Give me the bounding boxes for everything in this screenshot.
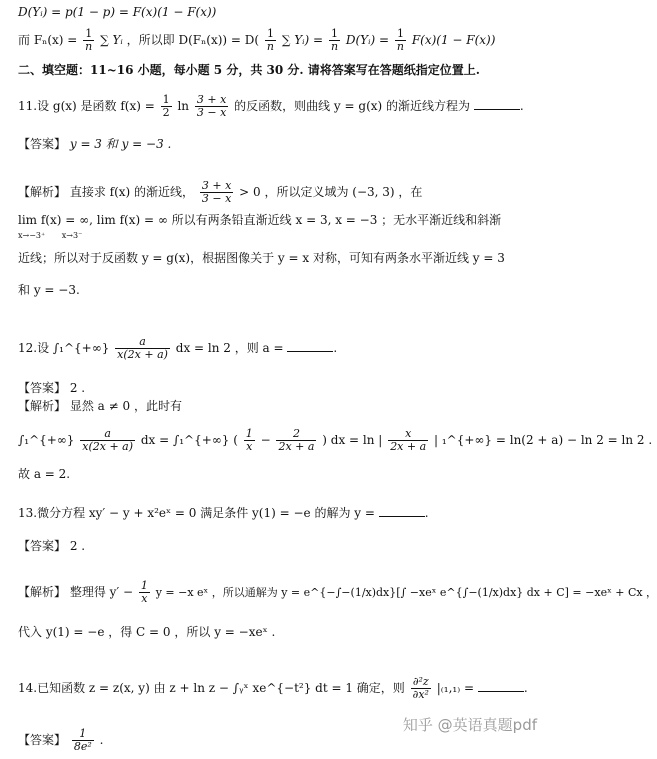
q12-analysis — [18, 398, 182, 414]
q14-stem-a: 14.已知函数 z = z(x, y) 由 z + ln z − ∫ᵧˣ xe^{−t²} dt = 1 确定，则 — [18, 681, 405, 695]
q13-answer — [18, 538, 85, 554]
q11-analysis-line-4: 和 y = −3. — [18, 283, 80, 297]
q11-frac-half: $\frac{1}{2}$ — [162, 93, 170, 119]
q12-answer — [18, 380, 85, 396]
top-formula-line-1: D(Yᵢ) = p(1 − p) = F(x)(1 − F(x)) — [18, 5, 217, 19]
q13-frac: $\frac{1}{x}$ — [140, 579, 148, 605]
q12-analysis-label: 【解析】 — [18, 399, 67, 413]
top-line2-prefix: 而 Fₙ(x) = — [18, 33, 78, 47]
q11-limit-sub-2: x→3⁻ — [61, 231, 83, 240]
top-formula-line-2: 而 Fₙ(x) = $\frac{1}{n}$ ∑ Yᵢ ，所以即 D(Fₙ(x)) = D( $\frac{1}{n}$ ∑ Yᵢ) = $\frac{1}{n}$ D(Yᵢ) = $\frac{1}{n}$ F(x)(1 − F(x)) — [18, 27, 496, 53]
q11-answer — [18, 136, 171, 152]
top-line2-sum: ∑ Yᵢ — [100, 33, 123, 47]
q12-frac: $\frac{a}{x(2x + a)}$ — [117, 335, 168, 361]
q12-conclusion: 故 a = 2. — [18, 467, 71, 481]
q14-answer — [18, 728, 103, 753]
q13-answer-label: 【答案】 — [18, 539, 67, 553]
q11-stem-c: 的反函数，则曲线 y = g(x) 的渐近线方程为 — [234, 99, 471, 113]
top-frac-1-over-n-4: $\frac{1}{n}$ — [396, 27, 404, 53]
q14-answer-frac: $\frac{1}{\text{8e²}}$ — [73, 727, 92, 753]
top-frac-1-over-n-2: $\frac{1}{n}$ — [266, 27, 274, 53]
q12-eq-frac-1: $\frac{a}{x(2x + a)}$ — [82, 427, 134, 453]
q12-stem-a: 12.设 ∫₁^{+∞} — [18, 341, 110, 355]
q12-eq-b: dx = ∫₁^{+∞} ( — [140, 433, 238, 447]
q11-analysis-line-2: lim f(x) = ∞, lim f(x) = ∞ 所以有两条铅直渐近线 x = 3, x = −3 ；无水平渐近线和斜渐 — [18, 213, 502, 227]
q12-stem: 12.设 ∫₁^{+∞} $\frac{a}{x(2x + a)}$ dx = ln 2 ，则 a = . — [18, 335, 338, 361]
q11-stem-a: 11.设 g(x) 是函数 f(x) = — [18, 99, 155, 113]
top-line2-mid: ，所以即 D(Fₙ(x)) = D( — [126, 33, 260, 47]
q11-analysis-line-1 — [18, 180, 422, 205]
top-line2-end: F(x)(1 − F(x)) — [411, 33, 496, 47]
q12-eq-a: ∫₁^{+∞} — [18, 433, 75, 447]
q12-answer-value: 2 . — [69, 381, 86, 395]
q11-analysis-1b: > 0 ，所以定义域为 (−3, 3) ，在 — [239, 185, 423, 199]
q13-answer-value: 2 . — [69, 539, 86, 553]
q14-frac: $\frac{\text{∂²z}}{\text{∂x²}}$ — [412, 675, 429, 701]
q11-answer-value: y = 3 和 y = −3 . — [69, 137, 172, 151]
q11-analysis-1a: 直接求 f(x) 的渐近线， — [69, 185, 195, 199]
q12-eq-frac-3: $\frac{2}{2x + a}$ — [278, 427, 315, 453]
q13-answer-blank — [379, 504, 425, 517]
q12-stem-b: dx = ln 2 ，则 a = — [175, 341, 284, 355]
q12-eq-frac-4: $\frac{x}{2x + a}$ — [390, 427, 427, 453]
q13-analysis-label: 【解析】 — [18, 585, 67, 599]
q14-answer-blank — [478, 679, 524, 692]
top-frac-1-over-n-3: $\frac{1}{n}$ — [330, 27, 339, 53]
q11-stem-b: ln — [177, 99, 190, 113]
top-line2-tail: D(Yᵢ) = — [345, 33, 390, 47]
q12-answer-blank — [287, 339, 333, 352]
q12-eq-d: ) dx = ln | — [322, 433, 383, 447]
q13-analysis-line-2: 代入 y(1) = −e ，得 C = 0 ，所以 y = −xeˣ . — [18, 625, 276, 639]
q11-limit-sub-1: x→−3⁺ — [18, 231, 46, 240]
section-title: 二、填空题：11~16 小题，每小题 5 分，共 30 分. 请将答案写在答题纸指定位置上. — [18, 63, 480, 77]
q12-equation — [18, 428, 652, 453]
q11-answer-label: 【答案】 — [18, 137, 67, 151]
q14-stem: 14.已知函数 z = z(x, y) 由 z + ln z − ∫ᵧˣ xe^{−t²} dt = 1 确定，则 $\frac{\text{∂²z}}{\text{∂x²}}$ |₍₁,₁₎ = . — [18, 675, 528, 701]
q11-answer-blank — [474, 97, 520, 110]
q11-analysis-label: 【解析】 — [18, 185, 67, 199]
top-frac-1-over-n: $\frac{1}{n}$ — [85, 27, 93, 53]
q13-analysis-b: y = −x eˣ ，所以通解为 y = e^{−∫−(1/x)dx}[∫ −xeˣ e^{∫−(1/x)dx} dx + C] = −xeˣ + Cx ， — [155, 586, 657, 599]
q11-frac: $\frac{3 + x}{3 - x}$ — [196, 93, 227, 119]
q11-analysis-line-3: 近线；所以对于反函数 y = g(x)，根据图像关于 y = x 对称，可知有两条水平渐近线 y = 3 — [18, 251, 505, 265]
q13-stem: 13.微分方程 xy′ − y + x²eˣ = 0 满足条件 y(1) = −e 的解为 y = . — [18, 506, 429, 520]
q12-analysis-1: 显然 a ≠ 0 ，此时有 — [69, 399, 182, 413]
q12-eq-c: − — [260, 433, 271, 447]
q14-answer-label: 【答案】 — [18, 733, 67, 747]
watermark: 知乎 @英语真题pdf — [402, 716, 537, 734]
q13-analysis-line-1 — [18, 580, 657, 605]
q13-stem-text: 13.微分方程 xy′ − y + x²eˣ = 0 满足条件 y(1) = −e 的解为 y = — [18, 506, 375, 520]
q12-answer-label: 【答案】 — [18, 381, 67, 395]
q11-analysis-limits — [18, 228, 82, 244]
q12-eq-frac-2: $\frac{1}{x}$ — [245, 427, 253, 453]
q12-eq-e: | ₁^{+∞} = ln(2 + a) − ln 2 = ln 2 . — [434, 433, 653, 447]
q14-answer-end: . — [99, 733, 104, 747]
q13-analysis-a: 整理得 y′ − — [69, 585, 134, 599]
q14-stem-b: |₍₁,₁₎ = — [436, 681, 475, 695]
q11-analysis-frac: $\frac{3 + x}{3 - x}$ — [201, 179, 232, 205]
q11-stem: 11.设 g(x) 是函数 f(x) = $\frac{1}{2}$ ln $\frac{3 + x}{3 - x}$ 的反函数，则曲线 y = g(x) 的渐近线方程为 . — [18, 93, 524, 119]
